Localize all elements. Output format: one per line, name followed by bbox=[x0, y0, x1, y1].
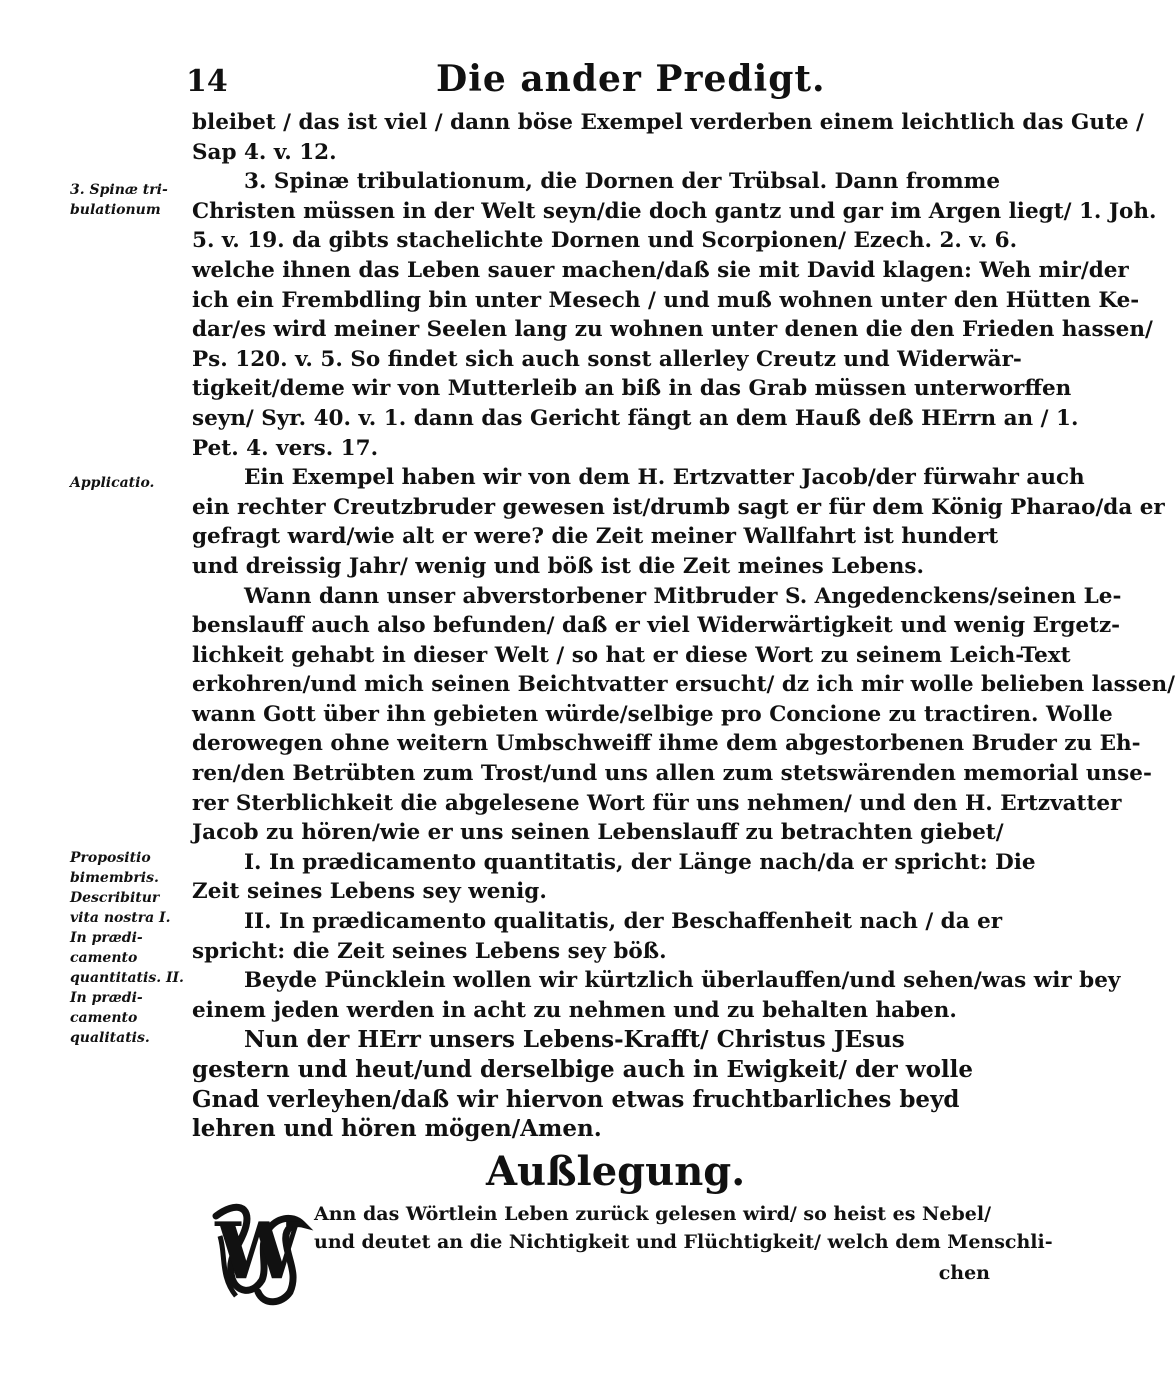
margin-note-spinae: 3. Spinæ tri- bulationum bbox=[70, 182, 168, 218]
text-line: erkohren/und mich seinen Beichtvatter ersucht/ dz ich mir wolle belieben lassen/ bbox=[192, 672, 1175, 698]
drop-cap-ornament bbox=[206, 1196, 312, 1308]
margin-note-propositio: Propositio bimembris. Describitur vita nostra I. In prædi- camento quantitatis. II. In prædi- camento qualitatis. bbox=[70, 850, 184, 1046]
text-line: 5. v. 19. da gibts stachelichte Dornen und Scorpionen/ Ezech. 2. v. 6. bbox=[192, 228, 1018, 254]
text-line: Ps. 120. v. 5. So findet sich auch sonst allerley Creutz und Widerwär- bbox=[192, 346, 1022, 372]
text-line: seyn/ Syr. 40. v. 1. dann das Gericht fängt an dem Hauß deß HErrn an / 1. bbox=[192, 405, 1079, 431]
text-line: welche ihnen das Leben sauer machen/daß sie mit David klagen: Weh mir/der bbox=[192, 257, 1129, 283]
text-line: II. In prædicamento qualitatis, der Beschaffenheit nach / da er bbox=[244, 909, 1003, 935]
text-line: ein rechter Creutzbruder gewesen ist/drumb sagt er für dem König Pharao/da er bbox=[192, 494, 1165, 520]
text-line: ren/den Betrübten zum Trost/und uns allen zum stetswärenden memorial unse- bbox=[192, 761, 1152, 787]
text-line: gefragt ward/wie alt er were? die Zeit meiner Wallfahrt ist hundert bbox=[192, 524, 999, 550]
text-line: Christen müssen in der Welt seyn/die doch gantz und gar im Argen liegt/ 1. Joh. bbox=[192, 198, 1157, 224]
text-line: Wann dann unser abverstorbener Mitbruder S. Angedenckens/seinen Le- bbox=[244, 583, 1122, 609]
text-line: und dreissig Jahr/ wenig und böß ist die Zeit meines Lebens. bbox=[192, 553, 924, 579]
text-line: dar/es wird meiner Seelen lang zu wohnen unter denen die den Frieden hassen/ bbox=[192, 317, 1153, 343]
text-line: I. In prædicamento quantitatis, der Länge nach/da er spricht: Die bbox=[244, 849, 1036, 875]
section-heading: Außlegung. bbox=[486, 1148, 746, 1195]
text-line: tigkeit/deme wir von Mutterleib an biß in das Grab müssen unterworffen bbox=[192, 376, 1072, 402]
body-text bbox=[192, 108, 1175, 1144]
text-line: ich ein Frembdling bin unter Mesech / und muß wohnen unter den Hütten Ke- bbox=[192, 287, 1140, 313]
text-line: bleibet / das ist viel / dann böse Exempel verderben einem leichtlich das Gute / bbox=[192, 110, 1144, 135]
drop-cap-letter: W bbox=[215, 1206, 303, 1297]
text-line: gestern und heut/und derselbige auch in Ewigkeit/ der wolle bbox=[192, 1056, 974, 1083]
text-line: Ann das Wörtlein Leben zurück gelesen wird/ so heist es Nebel/ bbox=[314, 1203, 992, 1225]
text-line: lehren und hören mögen/Amen. bbox=[192, 1115, 602, 1143]
text-line: lichkeit gehabt in dieser Welt / so hat er diese Wort zu seinem Leich-Text bbox=[192, 642, 1071, 668]
text-line: Jacob zu hören/wie er uns seinen Lebenslauff zu betrachten giebet/ bbox=[192, 820, 1004, 846]
text-line: Ein Exempel haben wir von dem H. Ertzvatter Jacob/der fürwahr auch bbox=[244, 465, 1085, 491]
running-title: Die ander Predigt. bbox=[436, 58, 826, 100]
text-line: wann Gott über ihn gebieten würde/selbige pro Concione zu tractiren. Wolle bbox=[192, 701, 1113, 727]
text-line: Zeit seines Lebens sey wenig. bbox=[192, 879, 547, 905]
text-line: Nun der HErr unsers Lebens-Krafft/ Christus JEsus bbox=[244, 1026, 905, 1054]
text-line: Pet. 4. vers. 17. bbox=[192, 435, 379, 461]
text-line: spricht: die Zeit seines Lebens sey böß. bbox=[192, 938, 667, 964]
margin-note-applicatio: Applicatio. bbox=[70, 475, 155, 491]
text-line: und deutet an die Nichtigkeit und Flüchtigkeit/ welch dem Menschli- bbox=[314, 1231, 1053, 1253]
catchword: chen bbox=[938, 1262, 990, 1284]
text-line: 3. Spinæ tribulationum, die Dornen der Trübsal. Dann fromme bbox=[244, 169, 1000, 195]
text-line: Sap 4. v. 12. bbox=[192, 139, 337, 165]
text-line: Gnad verleyhen/daß wir hiervon etwas fruchtbarliches beyd bbox=[192, 1085, 960, 1113]
text-line: benslauff auch also befunden/ daß er viel Widerwärtigkeit und wenig Ergetz- bbox=[192, 613, 1121, 639]
text-line: rer Sterblichkeit die abgelesene Wort für uns nehmen/ und den H. Ertzvatter bbox=[192, 790, 1122, 816]
final-lines bbox=[314, 1200, 1053, 1256]
text-line: Beyde Püncklein wollen wir kürtzlich überlauffen/und sehen/was wir bey bbox=[244, 968, 1121, 994]
page-header bbox=[186, 58, 984, 106]
text-line: einem jeden werden in acht zu nehmen und zu behalten haben. bbox=[192, 997, 957, 1023]
page-number: 14 bbox=[186, 64, 228, 99]
text-line: derowegen ohne weitern Umbschweiff ihme dem abgestorbenen Bruder zu Eh- bbox=[192, 731, 1141, 757]
